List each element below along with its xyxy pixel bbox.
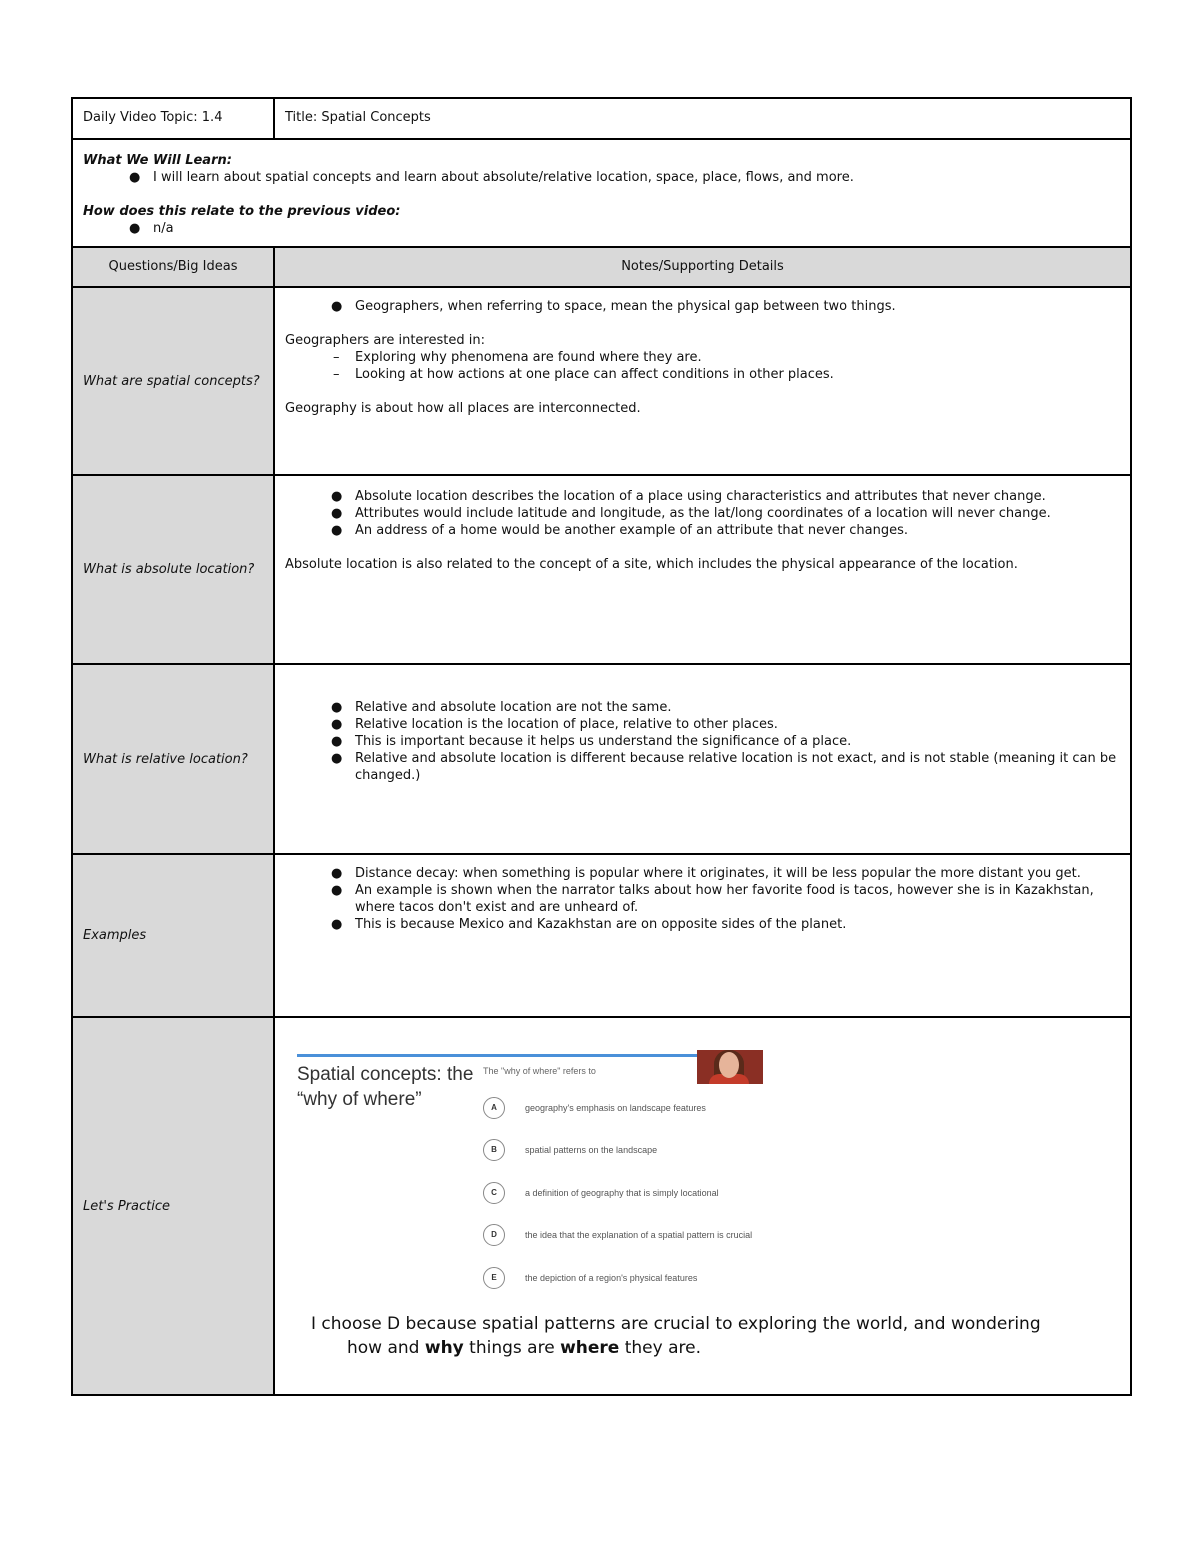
practice-screenshot bbox=[287, 1050, 759, 1288]
table-row bbox=[73, 665, 1130, 855]
note-dash: – Exploring why phenomena are found where they are. bbox=[285, 349, 1120, 366]
note-bullet: ● An address of a home would be another example of an attribute that never changes. bbox=[285, 522, 1120, 539]
question-cell: What is relative location? bbox=[73, 665, 275, 853]
note-bullet: ● Relative and absolute location is different because relative location is not exact, and is not stable (meaning it can be changed.) bbox=[285, 750, 1120, 784]
question-cell: What is absolute location? bbox=[73, 476, 275, 663]
option-text: spatial patterns on the landscape bbox=[525, 1145, 658, 1155]
notes-cell bbox=[275, 665, 1130, 853]
table-row bbox=[73, 288, 1130, 476]
option-text: geography's emphasis on landscape features bbox=[525, 1103, 706, 1113]
notes-cell bbox=[275, 855, 1130, 1016]
intro-section bbox=[73, 140, 1130, 248]
slide-title: Spatial concepts: the “why of where” bbox=[297, 1064, 474, 1110]
relate-list bbox=[83, 220, 1120, 237]
option-letter: C bbox=[483, 1182, 505, 1204]
option-letter: B bbox=[483, 1139, 505, 1161]
note-bullet: ● Geographers, when referring to space, mean the physical gap between two things. bbox=[285, 298, 1120, 315]
answer-line-1: I choose D because spatial patterns are crucial to exploring the world, and wondering bbox=[311, 1314, 1041, 1334]
notes-cell bbox=[275, 288, 1130, 474]
table-row bbox=[73, 855, 1130, 1018]
option-letter: E bbox=[483, 1267, 505, 1289]
narrator-photo bbox=[697, 1050, 763, 1084]
table-row bbox=[73, 476, 1130, 665]
note-paragraph: Geographers are interested in: bbox=[285, 333, 485, 348]
note-bullet: ● Relative and absolute location are not the same. bbox=[285, 699, 1120, 716]
questions-column-header: Questions/Big Ideas bbox=[73, 248, 275, 286]
note-bullet: ● Absolute location describes the location of a place using characteristics and attributes that never change. bbox=[285, 488, 1120, 505]
relate-heading: How does this relate to the previous video: bbox=[83, 204, 401, 219]
learn-list bbox=[83, 169, 1120, 186]
note-paragraph: Geography is about how all places are interconnected. bbox=[285, 401, 641, 416]
notes-cell bbox=[275, 476, 1130, 663]
note-dash: – Looking at how actions at one place can affect conditions in other places. bbox=[285, 366, 1120, 383]
column-header-row bbox=[73, 248, 1130, 288]
learn-heading: What We Will Learn: bbox=[83, 153, 232, 168]
note-bullet: ● Relative location is the location of place, relative to other places. bbox=[285, 716, 1120, 733]
learn-item: ● I will learn about spatial concepts and learn about absolute/relative location, space, place, flows, and more. bbox=[83, 169, 1120, 186]
option-text: the depiction of a region's physical features bbox=[525, 1273, 698, 1283]
practice-cell bbox=[275, 1018, 1130, 1394]
option-letter: A bbox=[483, 1097, 505, 1119]
notes-table bbox=[71, 97, 1132, 1396]
slide-accent-line bbox=[297, 1054, 697, 1057]
question-cell: Let's Practice bbox=[73, 1018, 275, 1394]
note-bullet: ● Distance decay: when something is popular where it originates, it will be less popular the more distant you get. bbox=[285, 865, 1120, 882]
option-text: the idea that the explanation of a spatial pattern is crucial bbox=[525, 1230, 753, 1240]
practice-answer bbox=[311, 1312, 1130, 1360]
title-cell: Title: Spatial Concepts bbox=[285, 110, 431, 125]
note-bullet: ● This is important because it helps us understand the significance of a place. bbox=[285, 733, 1120, 750]
slide-prompt: The "why of where" refers to bbox=[483, 1066, 596, 1076]
note-paragraph: Absolute location is also related to the concept of a site, which includes the physical appearance of the location. bbox=[285, 557, 1018, 572]
notes-column-header: Notes/Supporting Details bbox=[621, 259, 784, 274]
answer-line-2: how and why things are where they are. bbox=[347, 1338, 701, 1358]
note-bullet: ● An example is shown when the narrator talks about how her favorite food is tacos, however she is in Kazakhstan, where tacos don't exist and are unheard of. bbox=[285, 882, 1120, 916]
option-letter: D bbox=[483, 1224, 505, 1246]
note-bullet: ● Attributes would include latitude and longitude, as the lat/long coordinates of a location will never change. bbox=[285, 505, 1120, 522]
table-row bbox=[73, 1018, 1130, 1394]
question-cell: Examples bbox=[73, 855, 275, 1016]
topic-cell: Daily Video Topic: 1.4 bbox=[73, 99, 275, 138]
option-text: a definition of geography that is simply locational bbox=[525, 1188, 719, 1198]
question-cell: What are spatial concepts? bbox=[73, 288, 275, 474]
relate-item: ● n/a bbox=[83, 220, 1120, 237]
note-bullet: ● This is because Mexico and Kazakhstan are on opposite sides of the planet. bbox=[285, 916, 1120, 933]
header-row bbox=[73, 99, 1130, 140]
